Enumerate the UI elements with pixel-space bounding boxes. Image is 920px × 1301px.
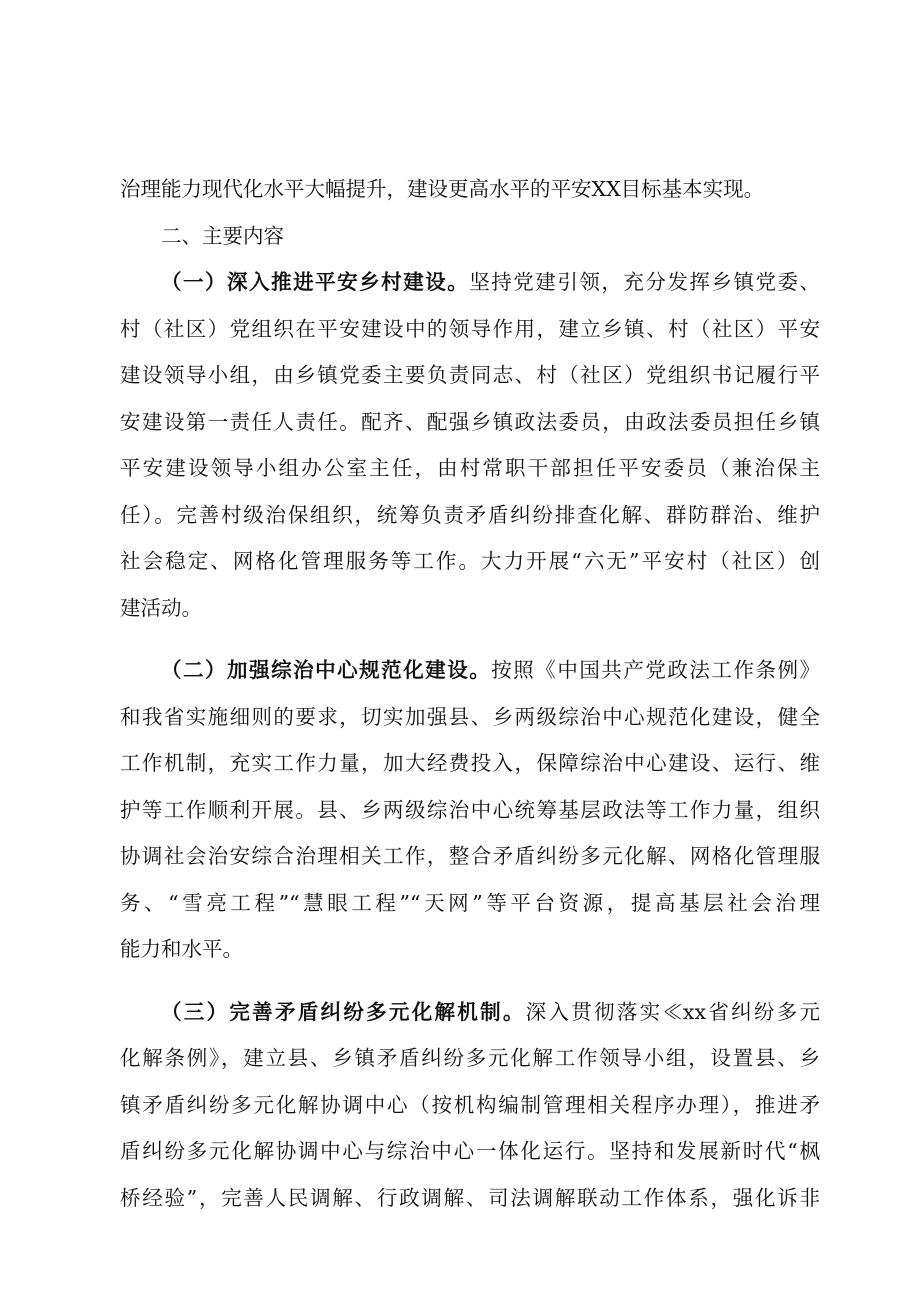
paragraph-gap — [120, 973, 820, 989]
paragraph-line: 务、“雪亮工程”“慧眼工程”“天网”等平台资源，提高基层社会治理 — [120, 890, 820, 915]
section-heading: 二、主要内容 — [161, 223, 284, 248]
paragraph-line: 和我省实施细则的要求，切实加强县、乡两级综治中心规范化建设，健全 — [120, 704, 820, 729]
paragraph-title: （二）加强综治中心规范化建设。 — [161, 658, 492, 682]
paragraph-gap — [120, 631, 820, 647]
paragraph-1 — [120, 259, 820, 631]
intro-line: 治理能力现代化水平大幅提升，建设更高水平的平安XX目标基本实现。 — [120, 177, 765, 201]
paragraph-line: 社会稳定、网格化管理服务等工作。大力开展“六无”平安村（社区）创 — [120, 549, 820, 573]
paragraph-text: 坚持党建引领，充分发挥乡镇党委、 — [469, 270, 821, 294]
paragraph-line — [120, 647, 820, 694]
paragraph-title: （一）深入推进平安乡村建设。 — [161, 270, 470, 294]
paragraph-line: 安建设第一责任人责任。配齐、配强乡镇政法委员，由政法委员担任乡镇 — [120, 409, 820, 434]
paragraph-line — [120, 989, 820, 1036]
paragraph-line: 盾纠纷多元化解协调中心与综治中心一体化运行。坚持和发展新时代“枫 — [120, 1139, 820, 1163]
paragraph-line: 工作机制，充实工作力量，加大经费投入，保障综治中心建设、运行、维 — [120, 751, 820, 775]
document-body — [120, 166, 820, 1221]
paragraph-line: 镇矛盾纠纷多元化解协调中心（按机构编制管理相关程序办理），推进矛 — [120, 1092, 820, 1117]
paragraph-line: 任）。完善村级治保组织，统筹负责矛盾纠纷排查化解、群防群治、维护 — [120, 502, 820, 527]
paragraph-line — [120, 259, 820, 306]
paragraph-3 — [120, 989, 820, 1222]
paragraph-line: 协调社会治安综合治理相关工作，整合矛盾纠纷多元化解、网格化管理服 — [120, 844, 820, 868]
paragraph-line: 化解条例》，建立县、乡镇矛盾纠纷多元化解工作领导小组，设置县、乡 — [120, 1046, 820, 1070]
paragraph-line: 护等工作顺利开展。县、乡两级综治中心统筹基层政法等工作力量，组织 — [120, 797, 820, 822]
paragraph-text: 按照《中国共产党政法工作条例》 — [491, 658, 821, 682]
paragraph-text: 深入贯彻落实≪xx省纠纷多元 — [525, 999, 821, 1024]
paragraph-line: 桥经验”，完善人民调解、行政调解、司法调解联动工作体系，强化诉非 — [120, 1185, 820, 1210]
paragraph-line: 村（社区）党组织在平安建设中的领导作用，建立乡镇、村（社区）平安 — [120, 316, 820, 341]
paragraph-line: 平安建设领导小组办公室主任，由村常职干部担任平安委员（兼治保主 — [120, 456, 820, 480]
paragraph-2 — [120, 647, 820, 973]
paragraph-line: 建设领导小组，由乡镇党委主要负责同志、村（社区）党组织书记履行平 — [120, 363, 820, 387]
paragraph-title: （三）完善矛盾纠纷多元化解机制。 — [161, 999, 526, 1024]
paragraph-line: 建活动。 — [120, 595, 202, 620]
paragraph-line: 能力和水平。 — [120, 937, 243, 961]
